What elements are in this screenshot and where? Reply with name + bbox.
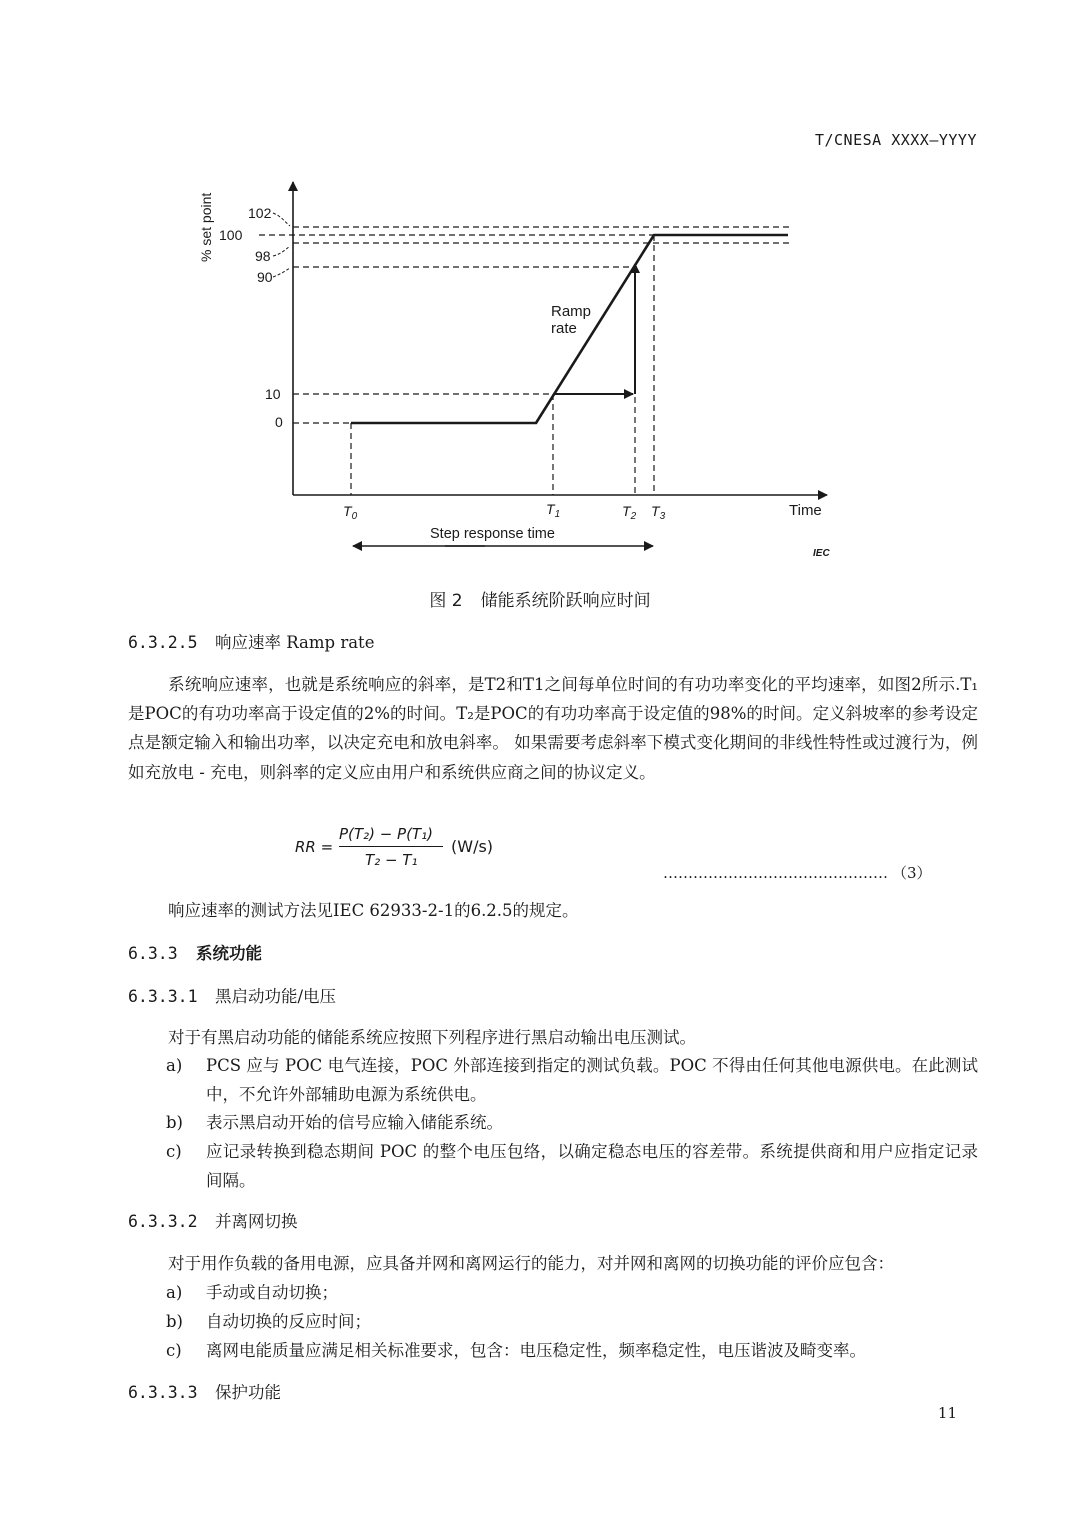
paragraph-grid-switch: 对于用作负载的备用电源，应具备并网和离网运行的能力，对并网和离网的切换功能的评价应包含：	[168, 1254, 894, 1273]
figure-caption-number: 图 2	[429, 591, 463, 611]
document-id-header: T/CNESA XXXX—YYYY	[814, 131, 977, 149]
tick-leader-98	[273, 246, 290, 256]
y-tick-label: 100	[219, 227, 243, 243]
paragraph-black-start: 对于有黑启动功能的储能系统应按照下列程序进行黑启动输出电压测试。	[168, 1028, 696, 1047]
paragraph-test-method: 响应速率的测试方法见IEC 62933-2-1的6.2.5的规定。	[168, 901, 579, 920]
ramp-rate-label-line1: Ramp	[551, 303, 592, 320]
paragraph-ramp-rate: 系统响应速率，也就是系统响应的斜率，是T2和T1之间每单位时间的有功功率变化的平均速率，如图2所示.T₁是POC的有功功率高于设定值的2%的时间。T₂是POC的有功功率高于设定值的98%的时间。定义斜坡率的参考设定点是额定输入和输出功率，以决定充电和放电斜率。 如果需要考虑斜率下模式变化期间的非线性特性或过渡行为，例如充放电 - 充电，则斜率的定义应由用户和系统供应商之间的协议定义。	[128, 675, 978, 782]
ramp-rate-label-line2: rate	[551, 320, 577, 337]
y-axis-label: % set point	[198, 192, 214, 262]
iec-source-mark: IEC	[813, 548, 830, 559]
list-item: b) 自动切换的反应时间；	[166, 1312, 371, 1331]
tick-leader-102	[273, 213, 290, 226]
x-tick-label-t1: $T_1$	[546, 501, 561, 520]
list-item: a) PCS 应与 POC 电气连接，POC 外部连接到指定的测试负载。POC 不得由任何其他电源供电。在此测试中，不允许外部辅助电源为系统供电。	[166, 1056, 978, 1105]
y-tick-label: 90	[257, 269, 273, 285]
y-tick-label: 0	[275, 414, 283, 430]
formula-unit: (W/s)	[451, 837, 494, 856]
page-number: 11	[937, 1404, 957, 1422]
section-heading-6325: 6.3.2.5 响应速率 Ramp rate	[128, 633, 375, 652]
y-tick-label: 102	[248, 205, 272, 221]
x-tick-label-t3: $T_3$	[651, 503, 666, 522]
list-item: c) 应记录转换到稳态期间 POC 的整个电压包络，以确定稳态电压的容差带。系统提供商和用户应指定记录间隔。	[166, 1142, 978, 1191]
section-heading-6331: 6.3.3.1 黑启动功能/电压	[128, 987, 337, 1006]
section-heading-633: 6.3.3 系统功能	[128, 944, 262, 963]
x-tick-label-t0: $T_0$	[343, 503, 358, 522]
figure-caption	[0, 586, 1080, 611]
ramp-rate-formula	[295, 822, 515, 878]
x-axis-label: Time	[789, 502, 822, 519]
equation-number-leader: ……………………………………… （3）	[663, 864, 932, 882]
section-heading-6332: 6.3.3.2 并离网切换	[128, 1212, 298, 1231]
formula-numerator: P(T₂) − P(T₁)	[339, 825, 433, 843]
y-tick-label: 98	[255, 248, 271, 264]
x-tick-label-t2: $T_2$	[622, 503, 637, 522]
step-response-chart	[185, 170, 845, 565]
section-heading-6333: 6.3.3.3 保护功能	[128, 1383, 281, 1402]
tick-leader-90	[273, 268, 290, 277]
list-item: a) 手动或自动切换；	[166, 1283, 338, 1302]
formula-fraction-bar	[339, 846, 443, 847]
y-tick-label: 10	[265, 386, 281, 402]
step-response-time-label: Step response time	[430, 526, 555, 542]
figure-caption-title: 储能系统阶跃响应时间	[480, 591, 651, 611]
list-item: c) 离网电能质量应满足相关标准要求，包含：电压稳定性，频率稳定性，电压谐波及畸变率。	[166, 1341, 866, 1360]
formula-lhs: RR =	[295, 838, 334, 856]
formula-denominator: T₂ − T₁	[365, 851, 418, 869]
list-item: b) 表示黑启动开始的信号应输入储能系统。	[166, 1113, 503, 1132]
